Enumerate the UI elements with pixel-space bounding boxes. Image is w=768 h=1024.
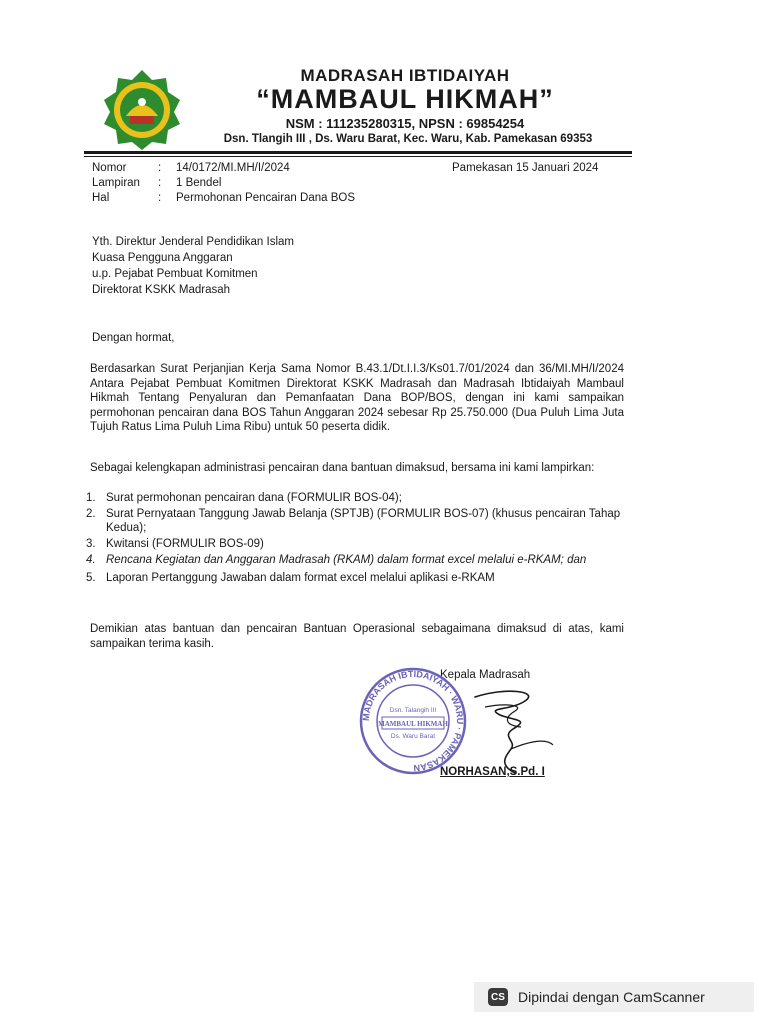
attachment-item <box>86 537 626 551</box>
place-date: Pamekasan 15 Januari 2024 <box>452 162 599 174</box>
attachment-item <box>86 507 626 535</box>
attachment-item <box>86 491 626 505</box>
meta-lampiran-value: 1 Bendel <box>176 177 222 189</box>
signer-role: Kepala Madrasah <box>440 669 531 681</box>
letterhead-rule-thick <box>84 151 632 154</box>
meta-hal-label: Hal <box>92 192 110 204</box>
attachment-number: 4. <box>86 554 96 566</box>
madrasah-logo <box>100 68 184 152</box>
meta-colon: : <box>158 177 162 189</box>
closing-paragraph: Demikian atas bantuan dan pencairan Bantuan Operasional sebagaimana dimaksud di atas, kami sampaikan terima kasih. <box>90 623 624 650</box>
meta-colon: : <box>158 162 162 174</box>
attachment-text: Surat permohonan pencairan dana (FORMULIR BOS-04); <box>106 492 402 504</box>
camscanner-text: Dipindai dengan CamScanner <box>518 989 705 1005</box>
body-paragraph-2: Sebagai kelengkapan administrasi pencairan dana bantuan dimaksud, bersama ini kami lampirkan: <box>90 462 595 474</box>
letterhead-name: “MAMBAUL HIKMAH” <box>256 84 554 114</box>
attachment-list <box>86 491 626 587</box>
meta-hal-value: Permohonan Pencairan Dana BOS <box>176 192 355 204</box>
camscanner-logo-icon: CS <box>488 988 508 1006</box>
attachment-item <box>86 553 626 567</box>
attachment-number: 5. <box>86 572 96 584</box>
letterhead-institution: MADRASAH IBTIDAIYAH <box>300 66 510 85</box>
greeting: Dengan hormat, <box>92 332 175 344</box>
recipient-line-1: Yth. Direktur Jenderal Pendidikan Islam <box>92 236 294 248</box>
attachment-text: Surat Pernyataan Tanggung Jawab Belanja (SPTJB) (FORMULIR BOS-07) (khusus pencairan Tahap Kedua); <box>106 508 621 534</box>
stamp-line-top: Dsn. Talangih III <box>389 707 437 714</box>
attachment-number: 3. <box>86 538 96 550</box>
stamp-center: MAMBAUL HIKMAH <box>378 720 448 728</box>
letterhead-rule-thin <box>84 156 632 157</box>
stamp-line-bottom: Ds. Waru Barat <box>390 733 436 740</box>
attachment-number: 1. <box>86 492 96 504</box>
letterhead-address: Dsn. Tlangih III , Ds. Waru Barat, Kec. Waru, Kab. Pamekasan 69353 <box>223 133 593 145</box>
signer-name: NORHASAN,S.Pd. I <box>440 766 545 778</box>
recipient-line-4: Direktorat KSKK Madrasah <box>92 284 231 296</box>
letterhead-nsm: NSM : 111235280315, NPSN : 69854254 <box>285 116 525 131</box>
school-stamp <box>358 666 468 776</box>
recipient-line-3: u.p. Pejabat Pembuat Komitmen <box>92 268 258 280</box>
attachment-text: Laporan Pertanggung Jawaban dalam format excel melalui aplikasi e-RKAM <box>106 572 495 584</box>
attachment-item <box>86 571 626 585</box>
meta-nomor-value: 14/0172/MI.MH/I/2024 <box>176 162 290 174</box>
attachment-number: 2. <box>86 508 96 520</box>
meta-colon: : <box>158 192 162 204</box>
stamp-ring-text: MADRASAH IBTIDAIYAH · WARU · PAMEKASAN <box>360 668 466 774</box>
recipient-line-2: Kuasa Pengguna Anggaran <box>92 252 233 264</box>
attachment-text: Rencana Kegiatan dan Anggaran Madrasah (RKAM) dalam format excel melalui e-RKAM; dan <box>106 554 587 566</box>
attachment-text: Kwitansi (FORMULIR BOS-09) <box>106 538 264 550</box>
body-paragraph-1: Berdasarkan Surat Perjanjian Kerja Sama Nomor B.43.1/Dt.I.I.3/Ks01.7/01/2024 dan 36/MI.MH/I/2024 Antara Pejabat Pembuat Komitmen Direktorat KSKK Madrasah dan Madrasah Ibtidaiyah Mambaul Hikmah Tentang Penyaluran dan Pemanfaatan Dana BOP/BOS, dengan ini kami sampaikan permohonan pencairan dana BOS Tahun Anggaran 2024 sebesar Rp 25.750.000 (Dua Puluh Lima Juta Tujuh Ratus Lima Puluh Lima Ribu) untuk 50 peserta didik. <box>90 363 624 433</box>
meta-lampiran-label: Lampiran <box>92 177 140 189</box>
meta-nomor-label: Nomor <box>92 162 127 174</box>
camscanner-watermark <box>474 982 754 1012</box>
